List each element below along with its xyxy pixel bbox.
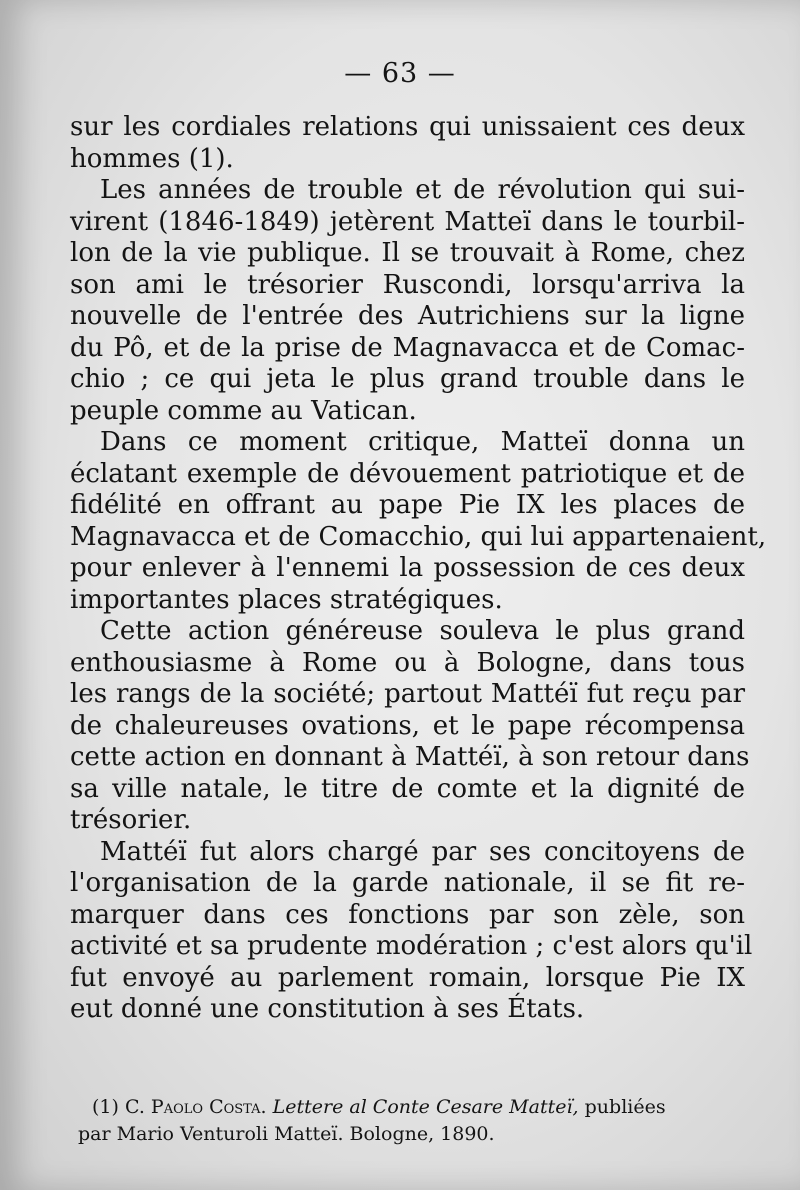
text-line: Mattéï fut alors chargé par ses concitoyens de [100,836,745,867]
text-line: son ami le trésorier Ruscondi, lorsqu'arriva la [70,269,745,300]
text-line: peuple comme au Vatican. [70,395,417,426]
text-line: Dans ce moment critique, Matteï donna un [100,427,745,457]
text-line: cette action en donnant à Mattéï, à son retour dans [70,742,750,772]
text-line: nouvelle de l'entrée des Autrichiens sur la ligne [70,301,745,331]
text-line: enthousiasme à Rome ou à Bologne, dans tous [70,647,745,678]
text-line: chio ; ce qui jeta le plus grand trouble dans le [70,364,745,394]
text-line: trésorier. [70,805,192,835]
footnote-line-1-tail: publiées [584,1096,666,1118]
footnote-author-name: Paolo Costa. [150,1096,267,1118]
text-line: éclatant exemple de dévouement patriotique et de [70,458,745,489]
footnote-line-1 [78,1094,748,1121]
text-line: lon de la vie publique. Il se trouvait à Rome, chez [70,238,745,268]
text-line: virent (1846-1849) jetèrent Matteï dans le tourbil- [70,206,745,237]
text-line: Les années de trouble et de révolution qui sui- [100,175,745,205]
text-line: importantes places stratégiques. [70,584,503,615]
footnote-line-2: par Mario Venturoli Matteï. Bologne, 1890. [78,1123,495,1145]
text-line: sa ville natale, le titre de comte et la dignité de [70,773,745,804]
footnote-work-title: Lettere al Conte Cesare Matteï, [272,1096,579,1118]
text-line: pour enlever à l'ennemi la possession de ces deux [70,553,745,583]
text-line: les rangs de la société; partout Mattéï fut reçu par [70,679,745,709]
text-line: eut donné une constitution à ses États. [70,994,585,1024]
text-line: activité et sa prudente modération ; c'est alors qu'il [70,931,753,961]
text-line: l'organisation de la garde nationale, il se fit re- [70,868,745,898]
text-line: fut envoyé au parlement romain, lorsque Pie IX [70,962,745,993]
text-line: du Pô, et de la prise de Magnavacca et de Comac- [70,332,745,363]
text-line: Cette action généreuse souleva le plus grand [100,616,745,646]
body-text [70,112,767,1026]
text-line: Magnavacca et de Comacchio, qui lui appartenaient, [70,521,767,552]
footnote-marker: (1) [92,1096,119,1118]
text-line: fidélité en offrant au pape Pie IX les places de [70,490,745,520]
footnote [78,1094,748,1148]
page-number: — 63 — [344,58,456,89]
text-line: de chaleureuses ovations, et le pape récompensa [70,710,745,741]
text-line: marquer dans ces fonctions par son zèle, son [70,899,745,930]
footnote-author-initial: C. [124,1096,145,1118]
text-line: hommes (1). [70,143,234,174]
text-line: sur les cordiales relations qui unissaient ces deux [70,112,745,142]
